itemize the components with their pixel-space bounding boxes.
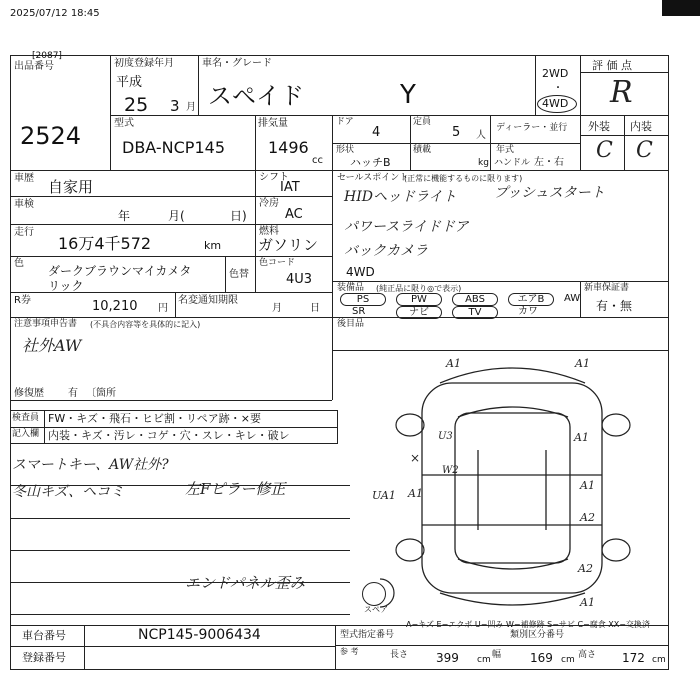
inspector-label1: 検査員 [12, 413, 40, 423]
model-value: DBA-NCP145 [122, 138, 225, 157]
mark-10: A1 [408, 487, 423, 500]
era: 平成 [116, 75, 143, 90]
rear-bumper [440, 593, 585, 605]
displacement-label: 排気量 [258, 118, 288, 129]
diagram-legend: A−キズ E−エクボ U−凹み W−補修跡 S−サビ C−腐食 XX−交換済 [406, 620, 650, 629]
height-label: 高さ [578, 650, 597, 660]
selling-note: (正常に機能するものに限ります) [404, 174, 523, 183]
windshield [458, 407, 568, 417]
equip-airbag: エアB [508, 293, 554, 306]
km-unit: km [204, 239, 222, 252]
repair-label: 修復歴 [14, 388, 44, 399]
inspection-month: 月( [168, 209, 185, 223]
inspector-row2: 内装・キズ・汚レ・コゲ・穴・スレ・キレ・破レ [48, 429, 290, 442]
mark-7: A2 [580, 511, 595, 524]
rear-window [458, 559, 568, 569]
first-reg-label: 初度登録年月 [114, 58, 174, 69]
yen-unit: 円 [158, 303, 168, 314]
interior-grade: C [636, 138, 653, 163]
selling-item-2: プッシュスタート [494, 185, 605, 201]
dealer-label: ディーラー・並行 [496, 123, 568, 133]
height-unit: cm [652, 655, 666, 665]
class-label: 類別区分番号 [510, 630, 565, 640]
length-label: 長さ [390, 650, 409, 660]
chassis-value: NCP145-9006434 [138, 627, 261, 643]
equip-leather: カワ [518, 306, 538, 317]
model-year-label: 年式 [496, 145, 515, 155]
ref-label: 参 考 [340, 647, 359, 656]
eval-label: 評 価 点 [592, 59, 632, 72]
history: 自家用 [48, 178, 94, 196]
corner-mark [662, 0, 700, 16]
aircon: AC [285, 207, 303, 222]
kg-unit: kg [478, 158, 489, 168]
month-unit: 月 [186, 102, 196, 113]
warranty: 有・無 [596, 299, 633, 313]
equip-sr: SR [352, 306, 366, 317]
length-unit: cm [477, 655, 491, 665]
name-change-day: 日 [310, 303, 320, 314]
car-name: スペイド [208, 82, 304, 110]
interior-label: 内装 [630, 120, 652, 133]
recycle: 10,210 [92, 299, 138, 314]
car-body-outline [422, 383, 602, 593]
lot-label: 出品番号 [14, 61, 54, 72]
seats-label: 定員 [413, 117, 432, 127]
inspection-year: 年 [118, 209, 131, 223]
drive-sep: ・ [553, 83, 563, 94]
selling-label: セールスポイント [337, 173, 409, 183]
drive-2wd: 2WD [542, 67, 569, 80]
reg-label: 登録番号 [22, 651, 66, 664]
length: 399 [436, 651, 459, 665]
selling-item-3: パワースライドドア [344, 219, 469, 235]
grade: Y [400, 80, 416, 110]
handle-label: ハンドル [494, 158, 531, 168]
equip-ps: PS [340, 293, 386, 306]
remark-line1: スマートキー、AW社外? [12, 457, 169, 473]
mark-x1: × [410, 451, 421, 465]
equip-abs: ABS [452, 293, 498, 306]
load-label: 積載 [413, 145, 432, 155]
model-label: 型式 [114, 118, 134, 129]
fuel-label: 燃料 [259, 226, 279, 237]
selling-item-1: HIDヘッドライト [344, 189, 457, 205]
spare-circle [362, 582, 386, 606]
equipment-note: (純正品に限り◎で表示) [376, 284, 462, 293]
mileage-label: 走行 [14, 227, 34, 238]
inspection-day: 日) [230, 209, 247, 223]
mark-8: A2 [578, 562, 593, 575]
eval-score: R [610, 75, 633, 110]
aircon-label: 冷房 [259, 198, 279, 209]
displacement: 1496 [268, 138, 309, 157]
equip-navi: ナビ [396, 306, 442, 319]
car-roof [455, 413, 570, 563]
wheel-rear-right [602, 539, 630, 561]
selling-item-5: 4WD [346, 265, 375, 279]
cc-unit: cc [312, 155, 323, 166]
notes-sublabel: (不具合内容等を具体的に記入) [90, 320, 201, 329]
remark-line4: エンドパネル歪み [185, 574, 305, 592]
reg-year: 25 [124, 94, 149, 116]
mark-3: U3 [438, 431, 453, 442]
fuel: ガソリン [258, 236, 319, 254]
exterior-label: 外装 [588, 120, 610, 133]
selling-item-4: バックカメラ [344, 243, 428, 259]
chassis-label: 車台番号 [22, 629, 66, 642]
inspector-label2: 記入欄 [12, 429, 40, 439]
remark-line3: 左Fピラー修正 [185, 480, 286, 498]
shift-label: シフト [259, 172, 289, 183]
color-label: 色 [14, 258, 24, 269]
front-bumper [440, 368, 585, 383]
timestamp: 2025/07/12 18:45 [10, 8, 100, 19]
seats: 5 [452, 125, 461, 140]
mark-1: A1 [446, 357, 461, 370]
equip-aw: AW [564, 293, 581, 304]
wheel-rear-left [396, 539, 424, 561]
color-line1: ダークブラウンマイカメタ [48, 264, 192, 278]
width-label: 幅 [492, 650, 502, 660]
mark-4: A1 [574, 431, 589, 444]
inspection-label: 車検 [14, 199, 34, 210]
warranty-label: 新車保証書 [584, 283, 630, 293]
color-change-label: 色替 [229, 269, 249, 280]
mark-5: W2 [442, 465, 459, 476]
sheet-code: [2087] [32, 51, 62, 61]
handle: 左・右 [534, 157, 564, 168]
inspector-row1: FW・キズ・飛石・ヒビ割・リペア跡・×要 [48, 412, 261, 425]
equip-tv: TV [452, 306, 498, 319]
equipment-label: 装備品 [337, 283, 365, 293]
notes-handwritten: 社外AW [22, 336, 82, 355]
mileage: 16万4千572 [58, 234, 152, 253]
doors: 4 [372, 125, 381, 140]
wheel-front-right [602, 414, 630, 436]
doors-label: ドア [336, 117, 354, 127]
exterior-grade: C [596, 138, 613, 163]
body-label: 形状 [336, 145, 355, 155]
name-change-month: 月 [272, 303, 282, 314]
body: ハッチB [350, 156, 391, 169]
color-line2: リック [48, 279, 84, 293]
repair-place: 〔箇所 [86, 388, 116, 399]
car-name-label: 車名・グレード [202, 58, 272, 69]
notes-label: 注意事項申告書 [14, 319, 78, 329]
equip-pw: PW [396, 293, 442, 306]
mark-9: A1 [580, 596, 595, 609]
remark-line2: 冬山キズ、ヘコミ [12, 484, 125, 500]
model-cert-label: 型式指定番号 [340, 630, 395, 640]
shift: IAT [280, 180, 300, 195]
height: 172 [622, 651, 645, 665]
car-diagram [380, 355, 670, 620]
color-no-label: 色コード [259, 258, 296, 268]
width: 169 [530, 651, 553, 665]
drive-4wd: 4WD [542, 97, 569, 110]
reg-month: 3 [170, 97, 180, 115]
color-no: 4U3 [286, 272, 313, 287]
recycle-label: R券 [14, 295, 31, 306]
lot-number: 2524 [20, 122, 82, 150]
mark-6: A1 [580, 479, 595, 492]
left-mark: UA1 [372, 489, 396, 502]
name-change-label: 名変通知期限 [178, 295, 238, 306]
mark-2: A1 [575, 357, 590, 370]
seats-unit: 人 [476, 130, 486, 141]
history-label: 車歴 [14, 173, 34, 184]
rear-label: 後目品 [337, 319, 365, 329]
wheel-front-left [396, 414, 424, 436]
spare-label: スペア [364, 605, 388, 614]
repair-value: 有 [68, 388, 78, 399]
width-unit: cm [561, 655, 575, 665]
